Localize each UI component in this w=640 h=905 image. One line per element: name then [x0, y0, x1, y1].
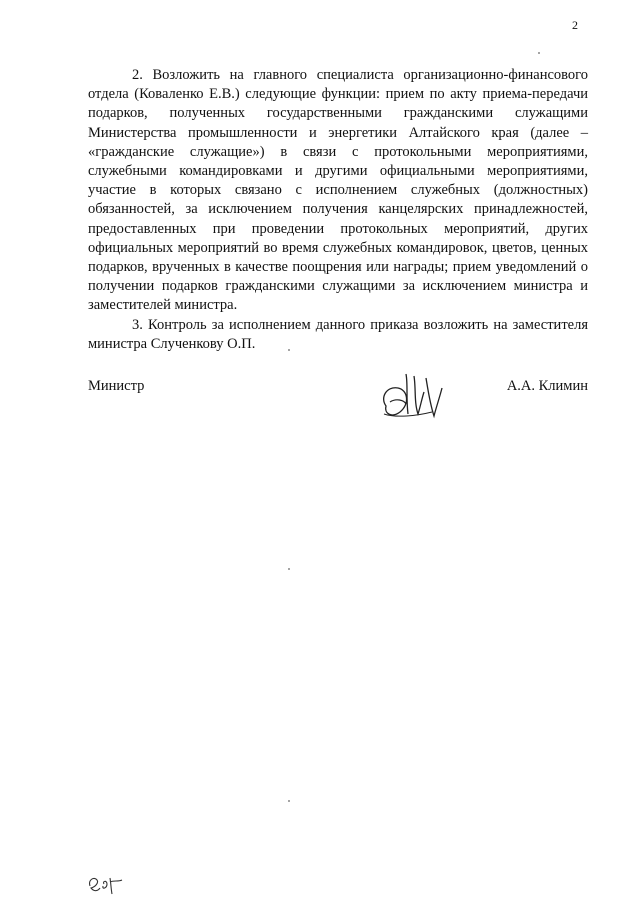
scan-speck: [288, 349, 290, 351]
handwritten-signature: [376, 368, 456, 428]
document-body: [88, 66, 588, 354]
signatory-position: Министр: [88, 378, 145, 394]
paragraph-2: 2. Возложить на главного специалиста организационно-финансового отдела (Коваленко Е.В.) следующие функции: прием по акту приема-передачи подарков, полученных государственными гражданскими служащими Министерства промышленности и энергетики Алтайского края (далее – «гражданские служащие») в связи с протокольными мероприятиями, служебными командировками и другими официальными мероприятиями, участие в которых связано с исполнением служебных (должностных) обязанностей, за исключением получения канцелярских принадлежностей, предоставленных при проведении протокольных мероприятий, других официальных мероприятий во время служебных командировок, цветов, ценных подарков, врученных в качестве поощрения или награды; прием уведомлений о получении подарков гражданскими служащими за исключением министра и заместителей министра.: [88, 67, 588, 314]
scan-speck: [288, 568, 290, 570]
handwritten-margin-note: [86, 870, 126, 896]
paragraph-3: 3. Контроль за исполнением данного приказа возложить на заместителя министра Слученкову О.П.: [88, 316, 588, 352]
scan-speck: [538, 52, 540, 54]
signatory-name: А.А. Климин: [506, 378, 588, 394]
signature-row: [88, 378, 588, 438]
page-number: 2: [572, 18, 578, 32]
scan-speck: [288, 800, 290, 802]
